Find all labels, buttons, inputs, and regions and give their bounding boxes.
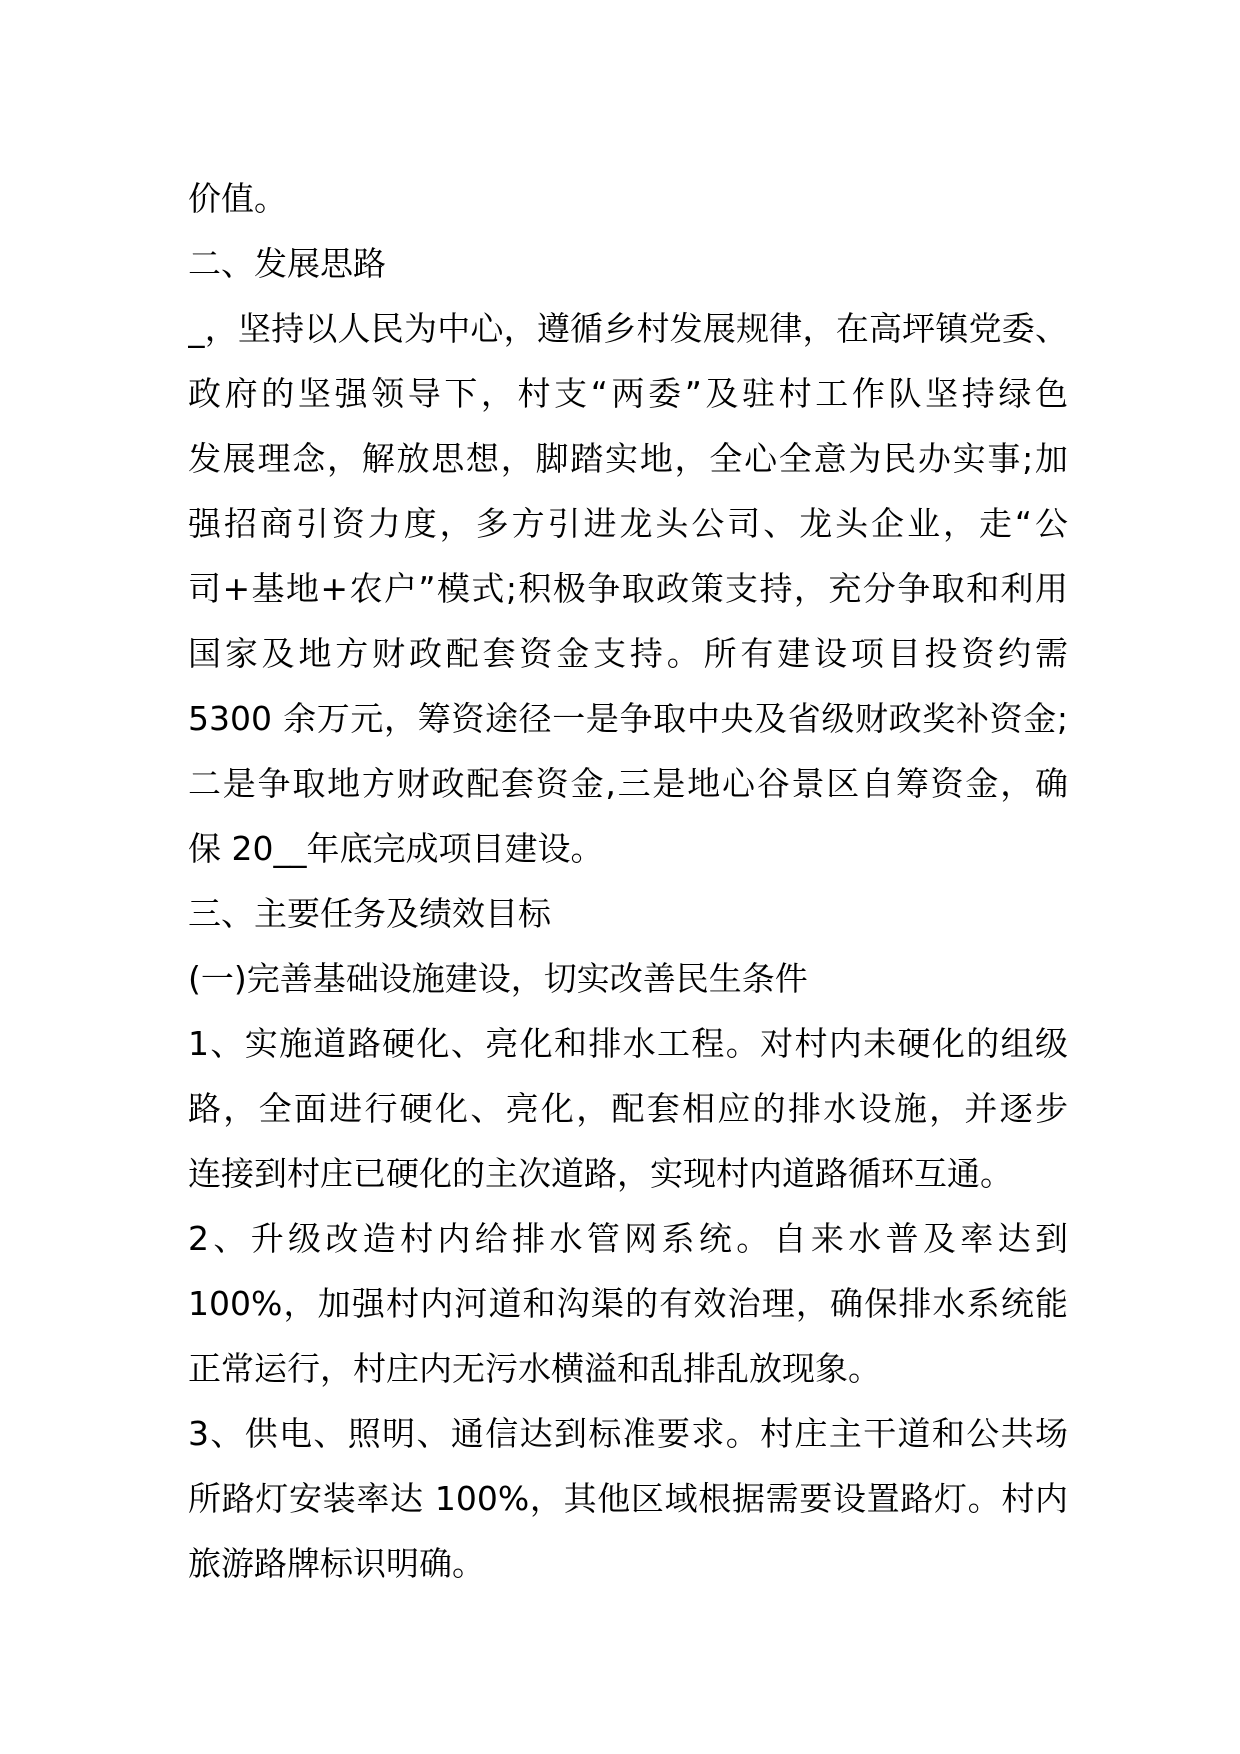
text-line-10: 二是争取地方财政配套资金,三是地心谷景区自筹资金，确 [188, 764, 1068, 803]
text-line-11: 保 20__年底完成项目建设。 [188, 829, 604, 868]
text-line-4: 政府的坚强领导下，村支“两委”及驻村工作队坚持绿色 [188, 374, 1068, 413]
document-body [188, 166, 1068, 1596]
text-line-19: 正常运行，村庄内无污水横溢和乱排乱放现象。 [188, 1349, 881, 1388]
text-line-21: 所路灯安装率达 100%，其他区域根据需要设置路灯。村内 [188, 1479, 1068, 1518]
text-line-6: 强招商引资力度，多方引进龙头公司、龙头企业，走“公 [188, 504, 1068, 543]
text-line-3: _，坚持以人民为中心，遵循乡村发展规律，在高坪镇党委、 [188, 309, 1068, 348]
text-line-15: 路，全面进行硬化、亮化，配套相应的排水设施，并逐步 [188, 1089, 1068, 1128]
text-line-17: 2、升级改造村内给排水管网系统。自来水普及率达到 [188, 1219, 1068, 1258]
text-line-14: 1、实施道路硬化、亮化和排水工程。对村内未硬化的组级 [188, 1024, 1068, 1063]
section-heading-development-ideas: 二、发展思路 [188, 244, 386, 283]
section-heading-main-tasks: 三、主要任务及绩效目标 [188, 894, 551, 933]
text-line-18: 100%，加强村内河道和沟渠的有效治理，确保排水系统能 [188, 1284, 1068, 1323]
text-line-5: 发展理念，解放思想，脚踏实地，全心全意为民办实事;加 [188, 439, 1068, 478]
subsection-heading-infrastructure: (一)完善基础设施建设，切实改善民生条件 [188, 959, 808, 998]
text-line-7: 司+基地+农户”模式;积极争取政策支持，充分争取和利用 [188, 569, 1068, 608]
text-line-1: 价值。 [188, 179, 287, 218]
text-line-8: 国家及地方财政配套资金支持。所有建设项目投资约需 [188, 634, 1068, 673]
text-line-20: 3、供电、照明、通信达到标准要求。村庄主干道和公共场 [188, 1414, 1068, 1453]
text-line-22: 旅游路牌标识明确。 [188, 1544, 485, 1583]
text-line-16: 连接到村庄已硬化的主次道路，实现村内道路循环互通。 [188, 1154, 1013, 1193]
text-line-9: 5300 余万元，筹资途径一是争取中央及省级财政奖补资金; [188, 699, 1068, 738]
